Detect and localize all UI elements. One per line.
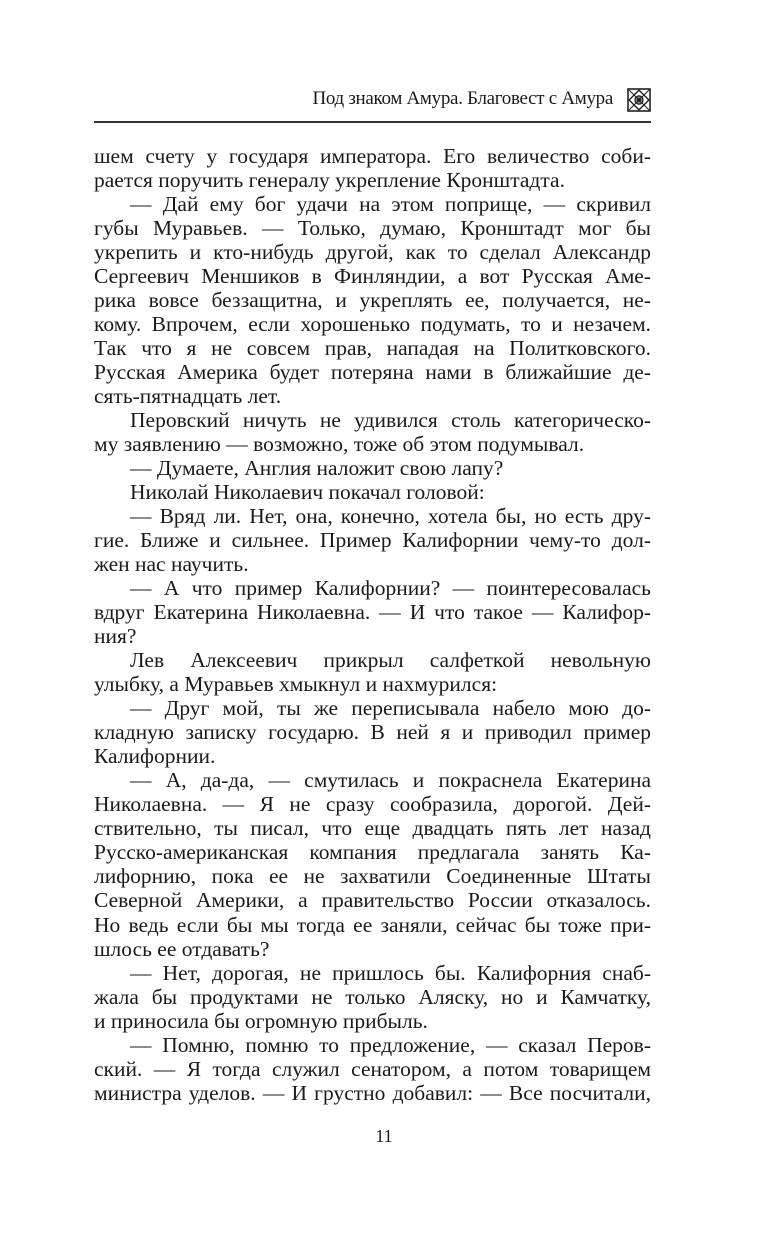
- text-line: ский. — Я тогда служил сенатором, а потом товарищем: [94, 1056, 651, 1081]
- text-line: кладную записку государю. В ней я и приводил пример: [94, 720, 651, 745]
- text-line: шлось ее отдавать?: [94, 936, 270, 961]
- text-line: ствительно, ты писал, что еще двадцать пять лет назад: [94, 816, 651, 841]
- text-line: Так что я не совсем прав, нападая на Политковского.: [94, 336, 651, 361]
- text-line: Николаевна. — Я не сразу сообразила, дорогой. Дей-: [94, 792, 651, 817]
- celtic-knot-ornament-icon: [627, 88, 651, 112]
- text-line: вдруг Екатерина Николаевна. — И что такое — Калифор-: [94, 600, 651, 625]
- text-line: Калифорнии.: [94, 744, 216, 769]
- text-line: — Вряд ли. Нет, она, конечно, хотела бы, но есть дру-: [130, 504, 651, 529]
- text-line: — Думаете, Англия наложит свою лапу?: [130, 456, 504, 481]
- text-line: — А, да-да, — смутилась и покраснела Екатерина: [130, 768, 651, 793]
- text-line: укрепить и кто-нибудь другой, как то сделал Александр: [94, 240, 651, 265]
- text-line: — Дай ему бог удачи на этом поприще, — скривил: [130, 192, 651, 217]
- text-line: жала бы продуктами не только Аляску, но и Камчатку,: [94, 984, 651, 1009]
- text-line: Лев Алексеевич прикрыл салфеткой невольную: [130, 648, 651, 673]
- text-line: лифорнию, пока ее не захватили Соединенные Штаты: [94, 864, 651, 889]
- text-line: Русско-американская компания предлагала занять Ка-: [94, 840, 651, 865]
- text-line: — Помню, помню то предложение, — сказал Перов-: [130, 1032, 651, 1057]
- text-line: — А что пример Калифорнии? — поинтересовалась: [130, 576, 651, 601]
- text-line: рика вовсе беззащитна, и укреплять ее, получается, не-: [94, 288, 651, 313]
- text-line: Но ведь если бы мы тогда ее заняли, сейчас бы тоже при-: [94, 912, 651, 937]
- running-title: Под знаком Амура. Благовест с Амура: [312, 88, 613, 109]
- text-line: Сергеевич Меншиков в Финляндии, а вот Русская Аме-: [94, 264, 651, 289]
- text-line: кому. Впрочем, если хорошенько подумать, то и незачем.: [94, 312, 651, 337]
- text-line: му заявлению — возможно, тоже об этом подумывал.: [94, 432, 585, 457]
- text-line: шем счету у государя императора. Его величество соби-: [94, 144, 651, 168]
- text-line: рается поручить генералу укрепление Кронштадта.: [94, 168, 565, 193]
- text-line: — Нет, дорогая, не пришлось бы. Калифорния снаб-: [130, 960, 651, 985]
- page-number: 11: [375, 1126, 393, 1146]
- running-header: [94, 86, 651, 116]
- text-line: гие. Ближе и сильнее. Пример Калифорнии чему-то дол-: [94, 528, 651, 553]
- text-line: — Друг мой, ты же переписывала набело мою до-: [130, 696, 651, 721]
- text-line: Николай Николаевич покачал головой:: [130, 480, 485, 505]
- text-line: Перовский ничуть не удивился столь категорическо-: [130, 408, 651, 433]
- text-line: Северной Америки, а правительство России отказалось.: [94, 888, 651, 913]
- text-line: Русская Америка будет потеряна нами в ближайшие де-: [94, 360, 651, 385]
- text-line: сять-пятнадцать лет.: [94, 384, 282, 409]
- text-line: жен нас научить.: [94, 552, 249, 577]
- text-line: и приносила бы огромную прибыль.: [94, 1008, 428, 1033]
- text-line: губы Муравьев. — Только, думаю, Кронштадт мог бы: [94, 216, 651, 241]
- header-rule: [94, 121, 651, 123]
- text-line: улыбку, а Муравьев хмыкнул и нахмурился:: [94, 672, 498, 697]
- body-text: [94, 144, 651, 1105]
- text-line: ния?: [94, 624, 137, 649]
- text-line: министра уделов. — И грустно добавил: — Все посчитали,: [94, 1080, 651, 1105]
